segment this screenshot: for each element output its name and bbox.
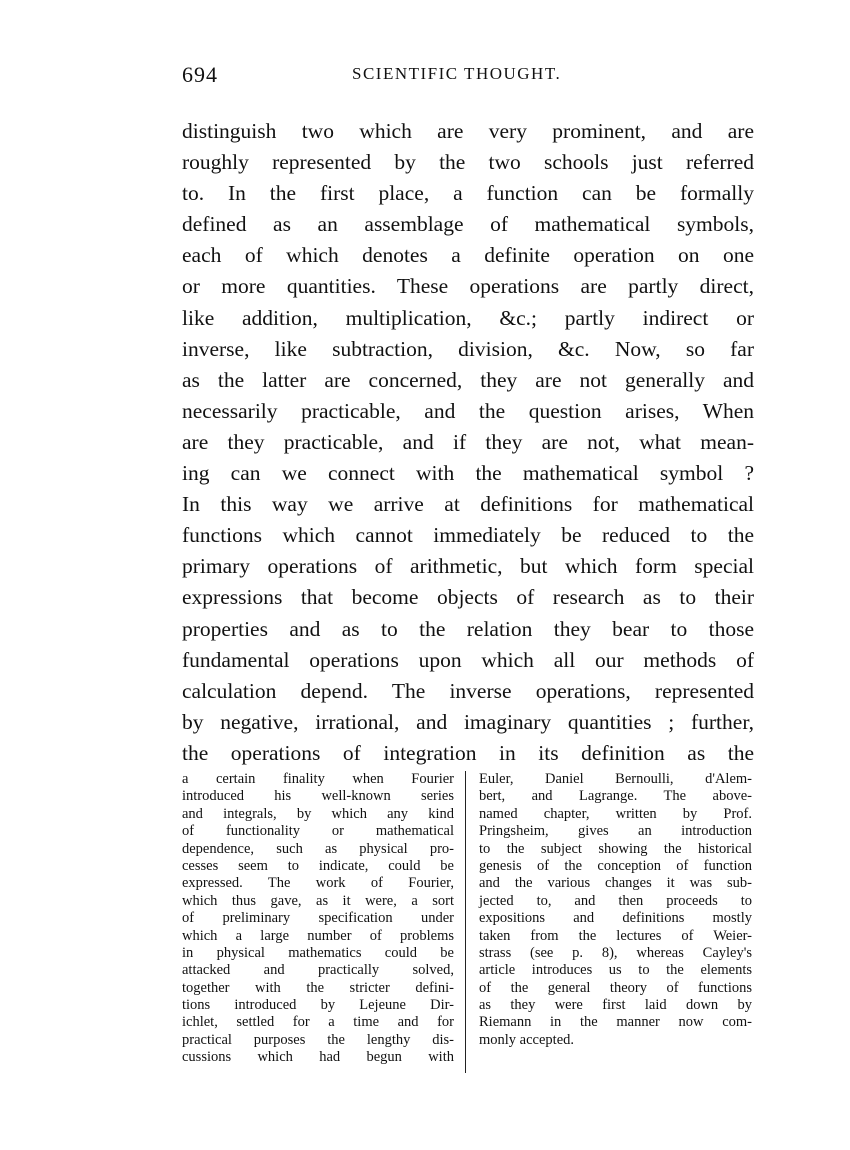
footnote-line: of functionality or mathematical (182, 823, 454, 840)
footnote-line: introduced his well-known series (182, 788, 454, 805)
text-line: or more quantities. These operations are partly direct, (182, 274, 754, 299)
text-line: inverse, like subtraction, division, &c. Now, so far (182, 336, 754, 361)
text-line: to. In the first place, a function can be formally (182, 181, 754, 206)
footnote-line: to the subject showing the historical (479, 840, 752, 857)
footnote-line: of the general theory of functions (479, 979, 752, 996)
page-header (182, 62, 752, 92)
text-line: functions which cannot immediately be reduced to the (182, 523, 754, 548)
text-line: roughly represented by the two schools just referred (182, 150, 754, 175)
footnote-left-column (182, 771, 454, 1067)
text-line: expressions that become objects of research as to their (182, 585, 754, 610)
footnote-line: as they were first laid down by (479, 997, 752, 1014)
footnote-line: article introduces us to the elements (479, 962, 752, 979)
footnote-line: expressed. The work of Fourier, (182, 875, 454, 892)
footnote-line: practical purposes the lengthy dis- (182, 1031, 454, 1048)
text-line: as the latter are concerned, they are not generally and (182, 367, 754, 392)
footnote-line: monly accepted. (479, 1031, 575, 1048)
body-paragraph (182, 116, 754, 769)
text-line: properties and as to the relation they bear to those (182, 616, 754, 641)
text-line: In this way we arrive at definitions for mathematical (182, 492, 754, 517)
footnote-area (182, 771, 754, 1076)
text-line: defined as an assemblage of mathematical symbols, (182, 212, 754, 237)
footnote-line: and the various changes it was sub- (479, 875, 752, 892)
text-line: calculation depend. The inverse operations, represented (182, 678, 754, 703)
footnote-line: dependence, such as physical pro- (182, 840, 454, 857)
text-line: are they practicable, and if they are not, what mean- (182, 429, 754, 454)
text-line: fundamental operations upon which all our methods of (182, 647, 754, 672)
text-line: ing can we connect with the mathematical symbol ? (182, 461, 754, 486)
text-line: like addition, multiplication, &c.; partly indirect or (182, 305, 754, 330)
footnote-line: in physical mathematics could be (182, 944, 454, 961)
footnote-line: bert, and Lagrange. The above- (479, 788, 752, 805)
footnote-line: together with the stricter defini- (182, 979, 454, 996)
footnote-line: taken from the lectures of Weier- (479, 927, 752, 944)
footnote-line: tions introduced by Lejeune Dir- (182, 997, 454, 1014)
footnote-line: which a large number of problems (182, 927, 454, 944)
footnote-line: cesses seem to indicate, could be (182, 857, 454, 874)
text-line: distinguish two which are very prominent, and are (182, 119, 754, 143)
footnote-line: and integrals, by which any kind (182, 805, 454, 822)
footnote-line: named chapter, written by Prof. (479, 805, 752, 822)
footnote-line: a certain finality when Fourier (182, 771, 454, 787)
running-title: SCIENTIFIC THOUGHT. (352, 64, 562, 83)
footnote-line: attacked and practically solved, (182, 962, 454, 979)
footnote-line: Riemann in the manner now com- (479, 1014, 752, 1031)
text-line: the operations of integration in its definition as the (182, 740, 754, 765)
footnote-line: genesis of the conception of function (479, 857, 752, 874)
text-line: necessarily practicable, and the question arises, When (182, 398, 754, 423)
footnote-right-column (479, 771, 752, 1049)
footnote-line: ichlet, settled for a time and for (182, 1014, 454, 1031)
column-divider (465, 771, 466, 1073)
footnote-line: Euler, Daniel Bernoulli, d'Alem- (479, 771, 752, 787)
footnote-line: Pringsheim, gives an introduction (479, 823, 752, 840)
footnote-line: expositions and definitions mostly (479, 910, 752, 927)
text-line: each of which denotes a definite operation on one (182, 243, 754, 268)
footnote-line: jected to, and then proceeds to (479, 892, 752, 909)
text-line: primary operations of arithmetic, but which form special (182, 554, 754, 579)
footnote-line: which thus gave, as it were, a sort (182, 892, 454, 909)
footnote-line: of preliminary specification under (182, 910, 454, 927)
text-line: by negative, irrational, and imaginary quantities ; further, (182, 709, 754, 734)
page-number: 694 (182, 62, 218, 87)
footnote-line: cussions which had begun with (182, 1049, 454, 1066)
footnote-line: strass (see p. 8), whereas Cayley's (479, 944, 752, 961)
